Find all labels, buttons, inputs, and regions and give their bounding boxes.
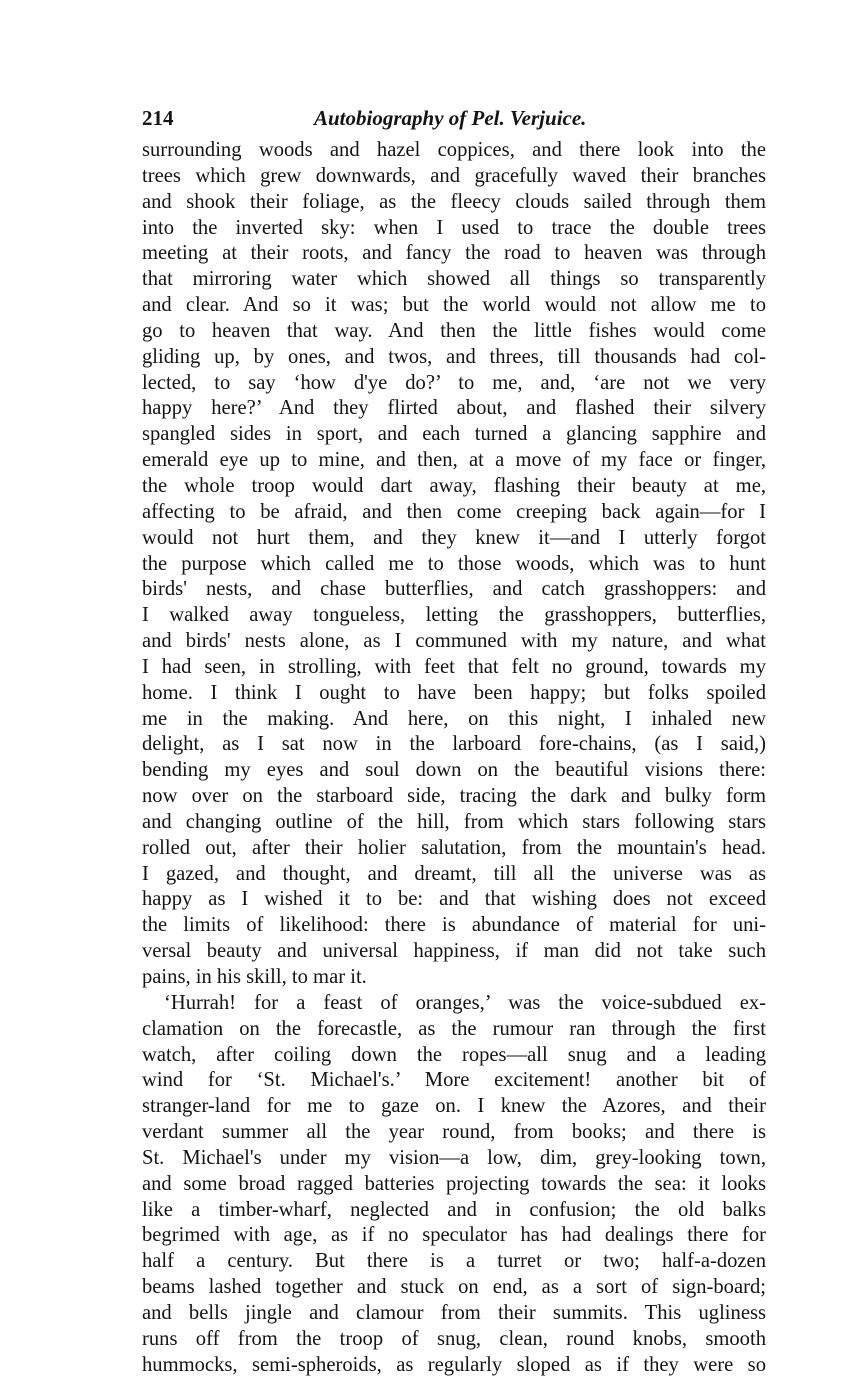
running-head: Autobiography of Pel. Verjuice. (314, 106, 587, 130)
text-line: hummocks, semi-spheroids, as regularly sloped as if they were so (142, 1353, 766, 1376)
text-line: into the inverted sky: when I used to trace the double trees (142, 216, 766, 239)
text-line: would not hurt them, and they knew it—and I utterly forgot (142, 526, 766, 549)
text-line: and changing outline of the hill, from which stars following stars (142, 810, 766, 833)
text-line: trees which grew downwards, and gracefully waved their branches (142, 164, 766, 187)
text-line: the limits of likelihood: there is abundance of material for uni- (142, 914, 766, 937)
text-line: now over on the starboard side, tracing the dark and bulky form (142, 785, 766, 808)
text-line: beams lashed together and stuck on end, as a sort of sign-board; (142, 1276, 766, 1299)
text-line: gliding up, by ones, and twos, and threes, till thousands had col- (142, 345, 766, 368)
text-line: birds' nests, and chase butterflies, and catch grasshoppers: and (142, 578, 766, 601)
text-line: spangled sides in sport, and each turned a glancing sapphire and (142, 423, 766, 446)
text-line: I gazed, and thought, and dreamt, till all the universe was as (142, 862, 766, 885)
text-line: verdant summer all the year round, from books; and there is (142, 1121, 766, 1144)
text-line: stranger-land for me to gaze on. I knew the Azores, and their (142, 1095, 766, 1118)
text-line: home. I think I ought to have been happy; but folks spoiled (142, 681, 766, 704)
text-line: the whole troop would dart away, flashing their beauty at me, (142, 474, 766, 497)
text-line: watch, after coiling down the ropes—all snug and a leading (142, 1043, 766, 1066)
text-line: and clear. And so it was; but the world would not allow me to (142, 294, 766, 317)
text-line: runs off from the troop of snug, clean, round knobs, smooth (142, 1327, 766, 1350)
text-line: and birds' nests alone, as I communed with my nature, and what (142, 630, 766, 653)
text-line: delight, as I sat now in the larboard fore-chains, (as I said,) (142, 733, 766, 756)
text-line: begrimed with age, as if no speculator has had dealings there for (142, 1224, 766, 1247)
page-header (142, 98, 766, 138)
text-line: lected, to say ‘how d'ye do?’ to me, and, ‘are not we very (142, 371, 766, 394)
text-line: surrounding woods and hazel coppices, and there look into the (142, 139, 766, 161)
text-line: wind for ‘St. Michael's.’ More excitement! another bit of (142, 1069, 766, 1092)
text-line: and some broad ragged batteries projecting towards the sea: it looks (142, 1172, 766, 1195)
page-number: 214 (142, 106, 174, 130)
text-line: happy as I wished it to be: and that wishing does not exceed (142, 888, 766, 911)
text-line: clamation on the forecastle, as the rumour ran through the first (142, 1017, 766, 1040)
text-line: versal beauty and universal happiness, if man did not take such (142, 940, 766, 963)
text-line: St. Michael's under my vision—a low, dim, grey-looking town, (142, 1146, 766, 1169)
text-line: rolled out, after their holier salutation, from the mountain's head. (142, 836, 766, 859)
text-line: that mirroring water which showed all things so transparently (142, 268, 766, 291)
text-line: and bells jingle and clamour from their summits. This ugliness (142, 1301, 766, 1324)
text-line: bending my eyes and soul down on the beautiful visions there: (142, 759, 766, 782)
body-text (142, 138, 766, 1379)
text-line: half a century. But there is a turret or two; half-a-dozen (142, 1250, 766, 1273)
text-line: ‘Hurrah! for a feast of oranges,’ was the voice-subdued ex- (164, 991, 766, 1014)
text-line: I walked away tongueless, letting the grasshoppers, butterflies, (142, 604, 766, 627)
text-line: happy here?’ And they flirted about, and flashed their silvery (142, 397, 766, 420)
text-line: the purpose which called me to those woods, which was to hunt (142, 552, 766, 575)
text-line: emerald eye up to mine, and then, at a move of my face or finger, (142, 449, 766, 472)
text-line: pains, in his skill, to mar it. (142, 966, 367, 988)
text-line: and shook their foliage, as the fleecy clouds sailed through them (142, 190, 766, 213)
text-line: I had seen, in strolling, with feet that felt no ground, towards my (142, 655, 766, 678)
text-line: like a timber-wharf, neglected and in confusion; the old balks (142, 1198, 766, 1221)
text-line: go to heaven that way. And then the little fishes would come (142, 319, 766, 342)
text-line: meeting at their roots, and fancy the road to heaven was through (142, 242, 766, 265)
text-line: affecting to be afraid, and then come creeping back again—for I (142, 500, 766, 523)
text-line: me in the making. And here, on this night, I inhaled new (142, 707, 766, 730)
